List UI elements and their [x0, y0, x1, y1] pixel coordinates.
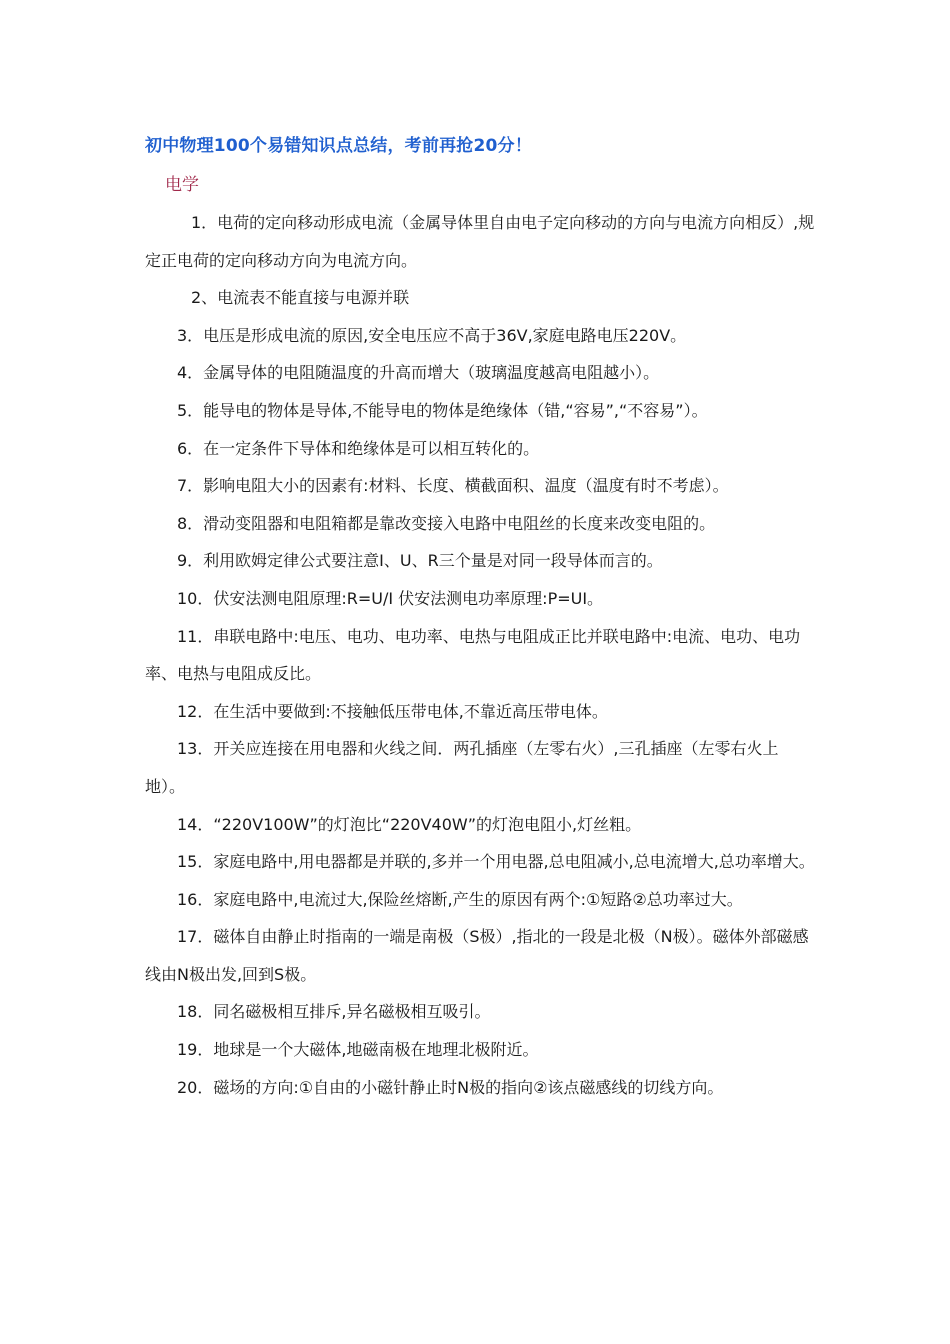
list-item: 6．在一定条件下导体和绝缘体是可以相互转化的。 — [177, 438, 540, 458]
document-title: 初中物理100个易错知识点总结，考前再抢20分！ — [145, 136, 532, 156]
section-heading: 电学 — [165, 175, 199, 195]
list-item: 9．利用欧姆定律公式要注意I、U、R三个量是对同一段导体而言的。 — [177, 551, 663, 571]
list-item: 12．在生活中要做到:不接触低压带电体,不靠近高压带电体。 — [177, 701, 608, 721]
list-item: 20．磁场的方向:①自由的小磁针静止时N极的指向②该点磁感线的切线方向。 — [177, 1077, 724, 1097]
list-item: 18．同名磁极相互排斥,异名磁极相互吸引。 — [177, 1002, 491, 1022]
knowledge-point-list — [145, 204, 815, 1106]
list-item: 10．伏安法测电阻原理:R=U/I 伏安法测电功率原理:P=UI。 — [177, 588, 604, 608]
list-item: 17．磁体自由静止时指南的一端是南极（S极）,指北的一段是北极（N极）。磁体外部磁感线由N极出发,回到S极。 — [145, 927, 809, 984]
list-item: 1．电荷的定向移动形成电流（金属导体里自由电子定向移动的方向与电流方向相反）,规定正电荷的定向移动方向为电流方向。 — [145, 213, 815, 270]
list-item: 7．影响电阻大小的因素有:材料、长度、横截面积、温度（温度有时不考虑）。 — [177, 476, 729, 496]
list-item: 8．滑动变阻器和电阻箱都是靠改变接入电路中电阻丝的长度来改变电阻的。 — [177, 513, 716, 533]
list-item: 2、电流表不能直接与电源并联 — [191, 288, 410, 308]
list-item: 5．能导电的物体是导体,不能导电的物体是绝缘体（错,“容易”,“不容易”）。 — [177, 400, 708, 420]
list-item: 14．“220V100W”的灯泡比“220V40W”的灯泡电阻小,灯丝粗。 — [177, 814, 642, 834]
list-item: 13．开关应连接在用电器和火线之间．两孔插座（左零右火）,三孔插座（左零右火上地）。 — [145, 739, 779, 796]
list-item: 4．金属导体的电阻随温度的升高而增大（玻璃温度越高电阻越小）。 — [177, 363, 660, 383]
list-item: 3．电压是形成电流的原因,安全电压应不高于36V,家庭电路电压220V。 — [177, 325, 687, 345]
list-item: 15．家庭电路中,用电器都是并联的,多并一个用电器,总电阻减小,总电流增大,总功率增大。 — [177, 852, 815, 872]
list-item: 16．家庭电路中,电流过大,保险丝熔断,产生的原因有两个:①短路②总功率过大。 — [177, 889, 743, 909]
list-item: 19．地球是一个大磁体,地磁南极在地理北极附近。 — [177, 1040, 539, 1060]
list-item: 11．串联电路中:电压、电功、电功率、电热与电阻成正比并联电路中:电流、电功、电功率、电热与电阻成反比。 — [145, 626, 801, 684]
